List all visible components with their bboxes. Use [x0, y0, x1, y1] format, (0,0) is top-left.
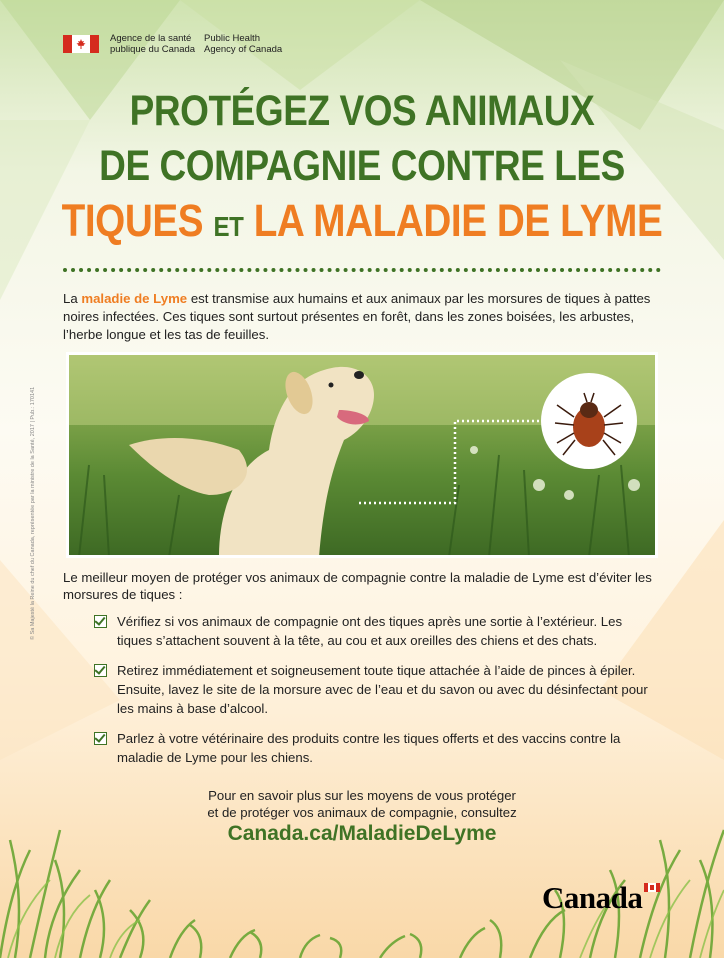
checkbox-checked-icon — [94, 664, 107, 677]
dotted-divider — [63, 268, 661, 272]
title-tiques: TIQUES — [61, 195, 204, 246]
canada-wordmark-flag-icon — [644, 883, 660, 892]
title-line-1: PROTÉGEZ VOS ANIMAUX — [129, 87, 595, 135]
org-name-english: Public Health Agency of Canada — [204, 33, 283, 55]
dotted-pointer-line — [359, 421, 541, 503]
checkbox-checked-icon — [94, 732, 107, 745]
title-et: ET — [213, 211, 244, 242]
title-line-2: DE COMPAGNIE CONTRE LES — [99, 142, 625, 190]
title-lyme: LA MALADIE DE LYME — [253, 195, 663, 246]
copyright-note: © Sa Majesté la Reine du chef du Canada, représentée par la ministre de la Santé, 2017 | Pub.: 170141 — [30, 386, 36, 640]
canada-flag-icon — [63, 35, 99, 53]
lead-paragraph: Le meilleur moyen de protéger vos animaux de compagnie contre la maladie de Lyme est d’éviter les morsures de tiques : — [63, 570, 652, 602]
website-link[interactable]: Canada.ca/MaladieDeLyme — [227, 822, 497, 845]
government-signature — [63, 33, 282, 55]
checkbox-checked-icon — [94, 615, 107, 628]
org-name-french: Agence de la santé publique du Canada — [110, 33, 196, 55]
list-item: Parlez à votre vétérinaire des produits contre les tiques offerts et des vaccins contre la maladie de Lyme pour les chiens. — [94, 729, 654, 767]
intro-highlight: maladie de Lyme — [81, 291, 188, 306]
tips-list — [94, 612, 654, 778]
intro-paragraph: La maladie de Lyme est transmise aux humains et aux animaux par les morsures de tiques à pattes noires infectées. Ces tiques sont surtout présentes en forêt, dans les zones boisées, les arbustes, l’herbe longue et les tas de feuilles. — [63, 291, 651, 342]
dog-in-grass-photo — [66, 352, 658, 558]
list-item: Retirez immédiatement et soigneusement toute tique attachée à l’aide de pinces à épiler. Ensuite, lavez le site de la morsure avec de l’eau et du savon ou avec du désinfectant pour les mains à base d’alcool. — [94, 661, 654, 718]
list-item: Vérifiez si vos animaux de compagnie ont des tiques après une sortie à l’extérieur. Les tiques s’attachent souvent à la tête, au cou et aux oreilles des chiens et des chats. — [94, 612, 654, 650]
title-line-3 — [51, 195, 674, 250]
more-info-text: Pour en savoir plus sur les moyens de vous protéger et de protéger vos animaux de compagnie, consultez — [207, 788, 517, 820]
canada-wordmark: Canada — [542, 880, 643, 915]
